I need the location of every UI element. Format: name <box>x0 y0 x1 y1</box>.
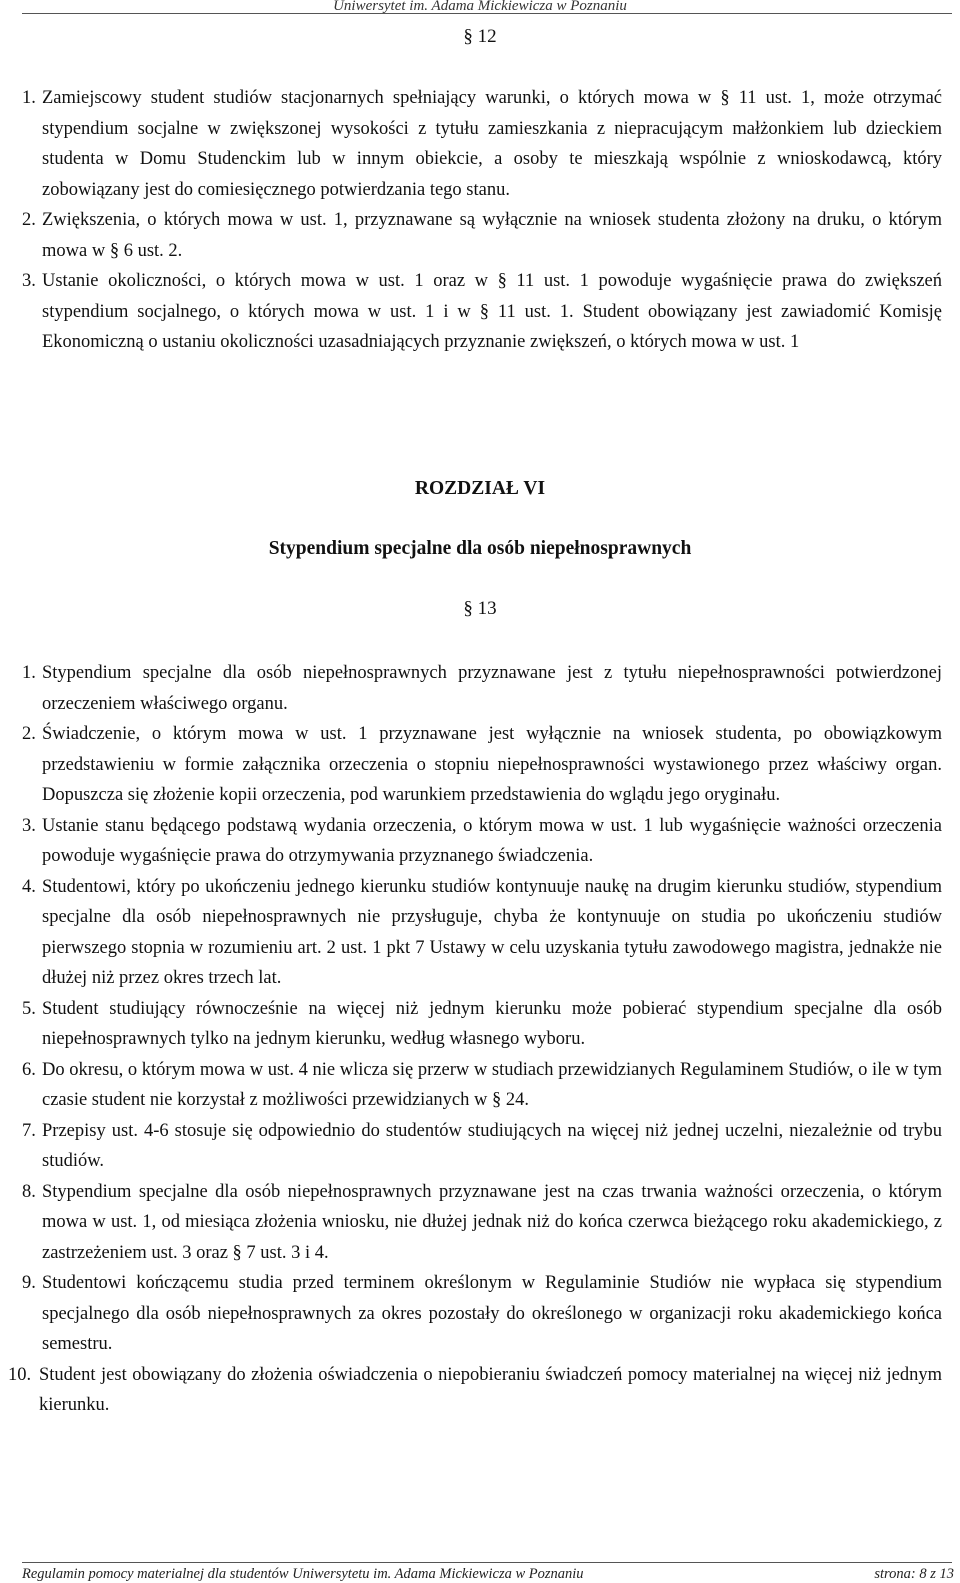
item-text: Stypendium specjalne dla osób niepełnosprawnych przyznawane jest na czas trwania ważności orzeczenia, o którym mowa w ust. 1, od miesiąca złożenia wniosku, nie dłużej jednak niż do końca czerwca bieżącego roku akademickiego, z zastrzeżeniem ust. 3 oraz § 7 ust. 3 i 4. <box>42 1181 942 1263</box>
section-12-list <box>22 83 942 358</box>
item-number: 8. <box>22 1181 36 1202</box>
item-number: 1. <box>22 663 36 683</box>
footer-document-title: Regulamin pomocy materialnej dla studentów Uniwersytetu im. Adama Mickiewicza w Poznaniu <box>22 1566 584 1582</box>
chapter-title: ROZDZIAŁ VI <box>414 478 546 499</box>
item-number: 9. <box>22 1273 36 1293</box>
item-text: Stypendium specjalne dla osób niepełnosprawnych przyznawane jest z tytułu niepełnosprawności potwierdzonej orzeczeniem właściwego organu. <box>42 663 942 714</box>
item-number: 10. <box>8 1364 32 1385</box>
item-text: Zamiejscowy student studiów stacjonarnych spełniający warunki, o których mowa w § 11 ust. 1, może otrzymać stypendium socjalne w zwiększonej wysokości z tytułu zamieszkania z niepracującym małżonkiem lub dzieckiem studenta w Domu Studenckim lub w innym obiekcie, a osoby te mieszkają wspólnie z wnioskodawcą, który zobowiązany jest do comiesięcznego potwierdzania tego stanu. <box>42 88 942 200</box>
list-item <box>22 266 942 358</box>
list-item <box>22 1177 942 1269</box>
item-number: 3. <box>22 815 36 836</box>
item-number: 5. <box>22 998 36 1019</box>
list-item <box>22 811 942 872</box>
page-header <box>0 0 960 12</box>
list-item <box>22 994 942 1055</box>
list-item <box>22 83 942 205</box>
list-item <box>22 1055 942 1116</box>
item-number: 1. <box>22 88 36 108</box>
list-item <box>22 872 942 994</box>
item-number: 6. <box>22 1059 36 1080</box>
paragraph-mark-13: § 13 <box>463 598 497 619</box>
item-number: 4. <box>22 876 36 897</box>
item-text: Przepisy ust. 4-6 stosuje się odpowiednio do studentów studiujących na więcej niż jednej uczelni, niezależnie od trybu studiów. <box>42 1120 942 1171</box>
item-text: Studentowi, który po ukończeniu jednego kierunku studiów kontynuuje naukę na drugim kierunku studiów, stypendium specjalne dla osób niepełnosprawnych nie przysługuje, chyba że kontynuuje on studia po ukończeniu studiów pierwszego stopnia w rozumieniu art. 2 ust. 1 pkt 7 Ustawy w celu uzyskania tytułu zawodowego magistra, jednakże nie dłużej niż przez okres trzech lat. <box>42 876 942 988</box>
item-text: Do okresu, o którym mowa w ust. 4 nie wlicza się przerw w studiach przewidzianych Regulaminem Studiów, o ile w tym czasie student nie korzystał z możliwości przewidzianych w § 24. <box>42 1059 942 1110</box>
footer-page-info: strona: 8 z 13 <box>874 1566 954 1582</box>
item-text: Student jest obowiązany do złożenia oświadczenia o niepobieraniu świadczeń pomocy materialnej na więcej niż jednym kierunku. <box>39 1364 942 1415</box>
item-number: 3. <box>22 271 36 291</box>
list-item <box>22 1268 942 1360</box>
section-13-list <box>8 658 942 1421</box>
header-divider <box>22 13 952 14</box>
paragraph-mark-12: § 12 <box>463 26 497 47</box>
list-item <box>22 1116 942 1177</box>
item-number: 2. <box>22 210 36 230</box>
item-text: Ustanie okoliczności, o których mowa w ust. 1 oraz w § 11 ust. 1 powoduje wygaśnięcie prawa do zwiększeń stypendium socjalnego, o których mowa w ust. 1 i w § 11 ust. 1. Student obowiązany jest zawiadomić Komisję Ekonomiczną o ustaniu okoliczności uzasadniających przyznanie zwiększeń, o których mowa w ust. 1 <box>42 271 942 352</box>
list-item <box>22 658 942 719</box>
item-text: Zwiększenia, o których mowa w ust. 1, przyznawane są wyłącznie na wniosek studenta złożony na druku, o którym mowa w § 6 ust. 2. <box>42 210 942 261</box>
item-text: Student studiujący równocześnie na więcej niż jednym kierunku może pobierać stypendium specjalne dla osób niepełnosprawnych tylko na jednym kierunku, według własnego wyboru. <box>42 998 942 1049</box>
item-text: Świadczenie, o którym mowa w ust. 1 przyznawane jest wyłącznie na wniosek studenta, po obowiązkowym przedstawieniu w formie załącznika orzeczenia o stopniu niepełnosprawności wystawionego przez właściwy organ. Dopuszcza się złożenie kopii orzeczenia, pod warunkiem przedstawienia do wglądu jego oryginału. <box>42 724 942 805</box>
item-number: 7. <box>22 1120 36 1141</box>
item-number: 2. <box>22 724 36 744</box>
header-university: Uniwersytet im. Adama Mickiewicza w Poznaniu <box>333 0 627 14</box>
list-item <box>22 205 942 266</box>
item-text: Studentowi kończącemu studia przed terminem określonym w Regulaminie Studiów nie wypłaca się stypendium specjalnego dla osób niepełnosprawnych za okres pozostały do określonego w organizacji roku akademickiego końca semestru. <box>42 1273 942 1354</box>
item-text: Ustanie stanu będącego podstawą wydania orzeczenia, o którym mowa w ust. 1 lub wygaśnięcie ważności orzeczenia powoduje wygaśnięcie prawa do otrzymywania przyznanego świadczenia. <box>42 815 942 866</box>
list-item <box>8 1360 942 1421</box>
list-item <box>22 719 942 811</box>
footer-divider <box>22 1562 952 1563</box>
chapter-subtitle: Stypendium specjalne dla osób niepełnosprawnych <box>268 538 692 559</box>
